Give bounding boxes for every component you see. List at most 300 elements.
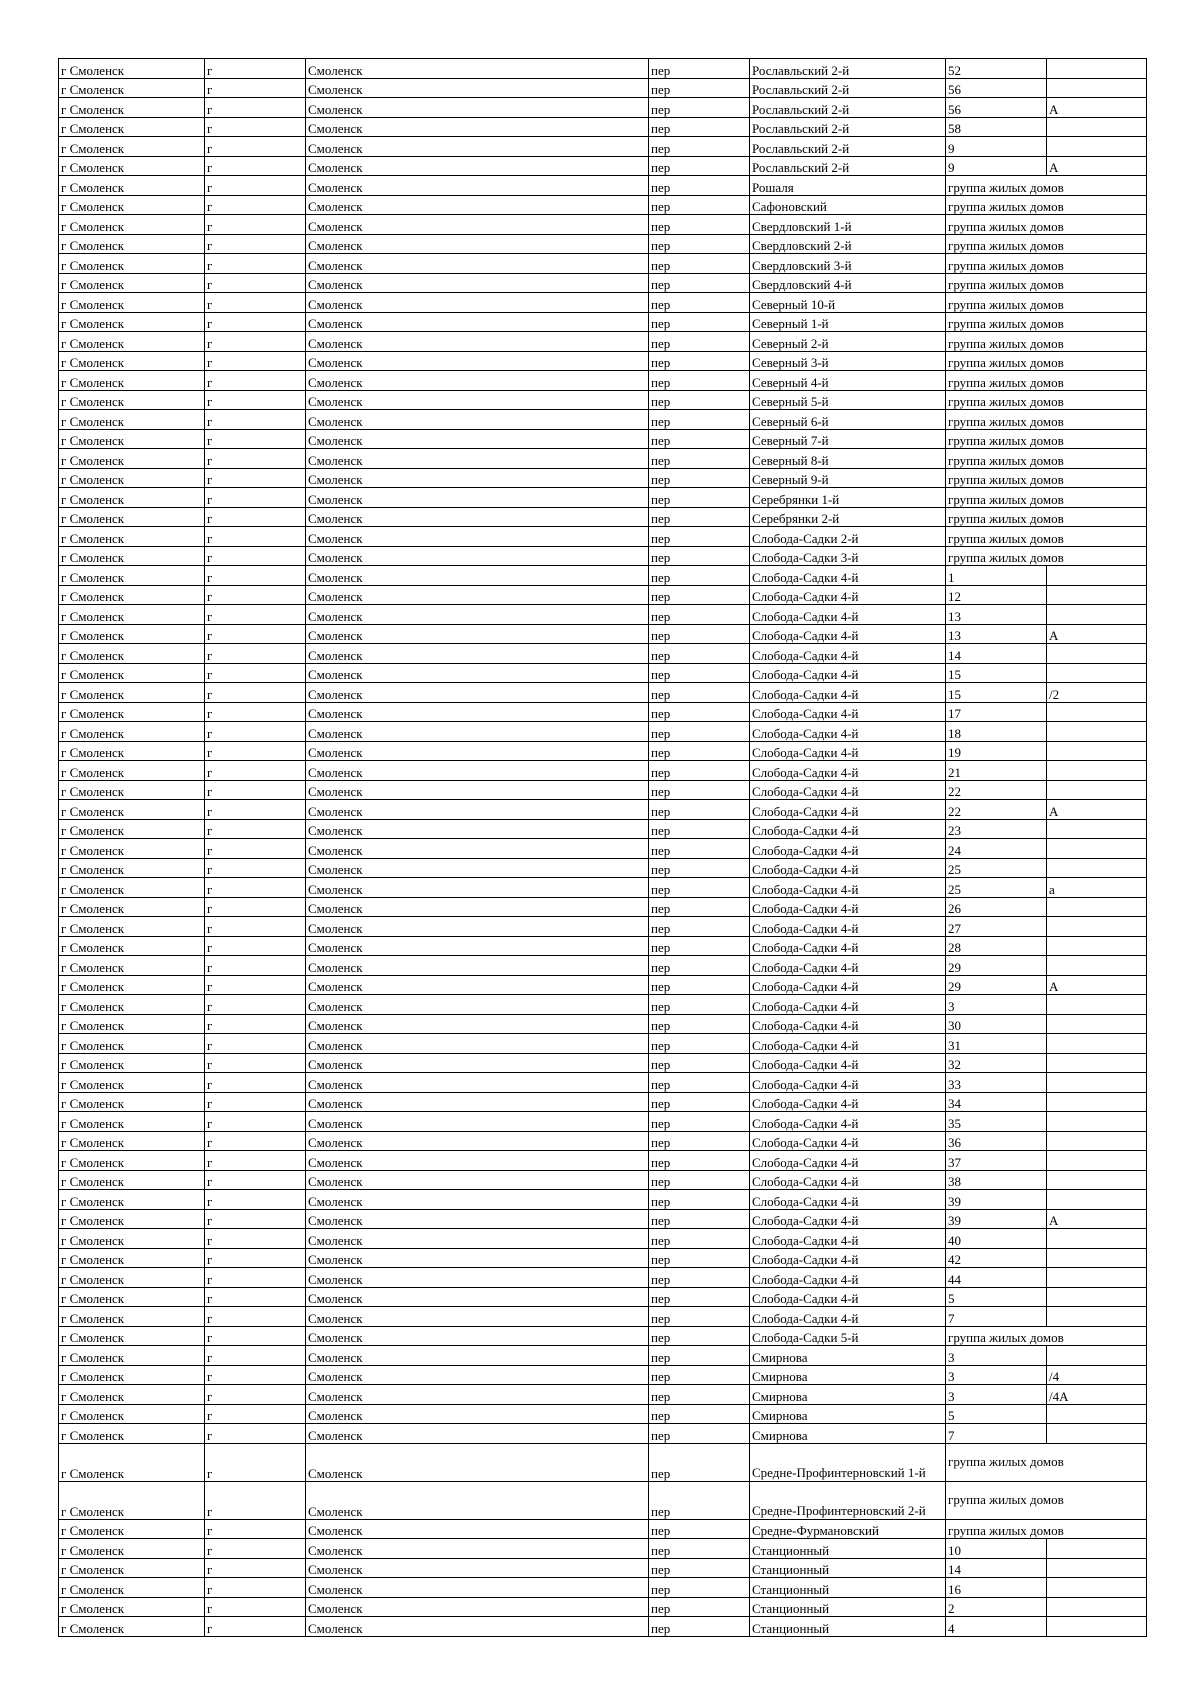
house-number-cell: группа жилых домов: [946, 332, 1147, 352]
settlement-type-cell: г: [205, 1481, 306, 1519]
table-row: [59, 546, 1147, 566]
region-cell: г Смоленск: [59, 1034, 205, 1054]
table-row: [59, 800, 1147, 820]
settlement-type-cell: г: [205, 215, 306, 235]
table-row: [59, 429, 1147, 449]
settlement-type-cell: г: [205, 1404, 306, 1424]
street-type-cell: пер: [649, 741, 750, 761]
settlement-type-cell: г: [205, 1287, 306, 1307]
region-cell: г Смоленск: [59, 819, 205, 839]
settlement-type-cell: г: [205, 1385, 306, 1405]
street-type-cell: пер: [649, 663, 750, 683]
street-name-cell: Слобода-Садки 4-й: [750, 858, 946, 878]
region-cell: г Смоленск: [59, 761, 205, 781]
region-cell: г Смоленск: [59, 605, 205, 625]
street-type-cell: пер: [649, 273, 750, 293]
street-type-cell: пер: [649, 975, 750, 995]
building-suffix-cell: [1047, 1092, 1147, 1112]
table-row: [59, 410, 1147, 430]
settlement-type-cell: г: [205, 956, 306, 976]
house-number-cell: группа жилых домов: [946, 527, 1147, 547]
street-type-cell: пер: [649, 1385, 750, 1405]
region-cell: г Смоленск: [59, 176, 205, 196]
street-name-cell: Слобода-Садки 4-й: [750, 1131, 946, 1151]
settlement-type-cell: г: [205, 1014, 306, 1034]
table-row: [59, 1307, 1147, 1327]
street-type-cell: пер: [649, 1190, 750, 1210]
street-name-cell: Смирнова: [750, 1346, 946, 1366]
street-name-cell: Станционный: [750, 1597, 946, 1617]
street-type-cell: пер: [649, 98, 750, 118]
settlement-type-cell: г: [205, 137, 306, 157]
street-type-cell: пер: [649, 1053, 750, 1073]
street-type-cell: пер: [649, 819, 750, 839]
table-row: [59, 449, 1147, 469]
street-type-cell: пер: [649, 156, 750, 176]
city-cell: Смоленск: [306, 1385, 649, 1405]
settlement-type-cell: г: [205, 1424, 306, 1444]
city-cell: Смоленск: [306, 1209, 649, 1229]
street-type-cell: пер: [649, 1151, 750, 1171]
region-cell: г Смоленск: [59, 312, 205, 332]
settlement-type-cell: г: [205, 663, 306, 683]
settlement-type-cell: г: [205, 429, 306, 449]
street-name-cell: Станционный: [750, 1558, 946, 1578]
street-type-cell: пер: [649, 293, 750, 313]
building-suffix-cell: [1047, 702, 1147, 722]
table-row: [59, 741, 1147, 761]
building-suffix-cell: [1047, 117, 1147, 137]
street-type-cell: пер: [649, 1014, 750, 1034]
settlement-type-cell: г: [205, 800, 306, 820]
table-row: [59, 624, 1147, 644]
city-cell: Смоленск: [306, 1365, 649, 1385]
city-cell: Смоленск: [306, 293, 649, 313]
city-cell: Смоленск: [306, 137, 649, 157]
city-cell: Смоленск: [306, 819, 649, 839]
house-number-cell: 29: [946, 975, 1047, 995]
region-cell: г Смоленск: [59, 156, 205, 176]
region-cell: г Смоленск: [59, 468, 205, 488]
street-name-cell: Слобода-Садки 4-й: [750, 1053, 946, 1073]
settlement-type-cell: г: [205, 975, 306, 995]
house-number-cell: группа жилых домов: [946, 1443, 1147, 1481]
region-cell: г Смоленск: [59, 1424, 205, 1444]
settlement-type-cell: г: [205, 858, 306, 878]
street-name-cell: Слобода-Садки 4-й: [750, 1073, 946, 1093]
street-type-cell: пер: [649, 585, 750, 605]
building-suffix-cell: [1047, 741, 1147, 761]
city-cell: Смоленск: [306, 917, 649, 937]
house-number-cell: группа жилых домов: [946, 507, 1147, 527]
city-cell: Смоленск: [306, 1131, 649, 1151]
table-row: [59, 644, 1147, 664]
table-row: [59, 975, 1147, 995]
region-cell: г Смоленск: [59, 351, 205, 371]
street-name-cell: Северный 1-й: [750, 312, 946, 332]
building-suffix-cell: [1047, 663, 1147, 683]
region-cell: г Смоленск: [59, 1268, 205, 1288]
table-row: [59, 195, 1147, 215]
region-cell: г Смоленск: [59, 254, 205, 274]
house-number-cell: группа жилых домов: [946, 488, 1147, 508]
table-row: [59, 468, 1147, 488]
city-cell: Смоленск: [306, 78, 649, 98]
street-name-cell: Северный 9-й: [750, 468, 946, 488]
house-number-cell: 22: [946, 780, 1047, 800]
house-number-cell: 25: [946, 858, 1047, 878]
house-number-cell: группа жилых домов: [946, 234, 1147, 254]
table-row: [59, 1617, 1147, 1637]
building-suffix-cell: [1047, 1558, 1147, 1578]
table-row: [59, 1112, 1147, 1132]
street-name-cell: Слобода-Садки 3-й: [750, 546, 946, 566]
city-cell: Смоленск: [306, 683, 649, 703]
table-row: [59, 917, 1147, 937]
table-row: [59, 390, 1147, 410]
table-row: [59, 1209, 1147, 1229]
region-cell: г Смоленск: [59, 566, 205, 586]
settlement-type-cell: г: [205, 1053, 306, 1073]
house-number-cell: 3: [946, 1365, 1047, 1385]
table-row: [59, 1053, 1147, 1073]
region-cell: г Смоленск: [59, 1481, 205, 1519]
region-cell: г Смоленск: [59, 878, 205, 898]
settlement-type-cell: г: [205, 936, 306, 956]
table-row: [59, 1404, 1147, 1424]
table-row: [59, 585, 1147, 605]
city-cell: Смоленск: [306, 585, 649, 605]
street-name-cell: Слобода-Садки 4-й: [750, 1268, 946, 1288]
building-suffix-cell: [1047, 1539, 1147, 1559]
street-name-cell: Слобода-Садки 5-й: [750, 1326, 946, 1346]
street-type-cell: пер: [649, 1287, 750, 1307]
house-number-cell: группа жилых домов: [946, 273, 1147, 293]
street-name-cell: Слобода-Садки 4-й: [750, 800, 946, 820]
table-row: [59, 98, 1147, 118]
building-suffix-cell: [1047, 1151, 1147, 1171]
region-cell: г Смоленск: [59, 1385, 205, 1405]
city-cell: Смоленск: [306, 195, 649, 215]
table-row: [59, 1151, 1147, 1171]
region-cell: г Смоленск: [59, 1597, 205, 1617]
building-suffix-cell: [1047, 819, 1147, 839]
table-row: [59, 1287, 1147, 1307]
city-cell: Смоленск: [306, 858, 649, 878]
street-type-cell: пер: [649, 800, 750, 820]
street-name-cell: Слобода-Садки 4-й: [750, 780, 946, 800]
street-name-cell: Слобода-Садки 4-й: [750, 644, 946, 664]
building-suffix-cell: [1047, 722, 1147, 742]
house-number-cell: 7: [946, 1424, 1047, 1444]
table-row: [59, 1268, 1147, 1288]
region-cell: г Смоленск: [59, 1209, 205, 1229]
settlement-type-cell: г: [205, 1190, 306, 1210]
table-row: [59, 1443, 1147, 1481]
street-type-cell: пер: [649, 1578, 750, 1598]
street-name-cell: Северный 2-й: [750, 332, 946, 352]
table-row: [59, 878, 1147, 898]
city-cell: Смоленск: [306, 410, 649, 430]
region-cell: г Смоленск: [59, 449, 205, 469]
house-number-cell: группа жилых домов: [946, 1481, 1147, 1519]
house-number-cell: 9: [946, 156, 1047, 176]
house-number-cell: 5: [946, 1404, 1047, 1424]
city-cell: Смоленск: [306, 254, 649, 274]
street-name-cell: Слобода-Садки 4-й: [750, 956, 946, 976]
settlement-type-cell: г: [205, 390, 306, 410]
settlement-type-cell: г: [205, 410, 306, 430]
table-row: [59, 293, 1147, 313]
house-number-cell: 56: [946, 98, 1047, 118]
house-number-cell: 56: [946, 78, 1047, 98]
settlement-type-cell: г: [205, 488, 306, 508]
street-name-cell: Слобода-Садки 4-й: [750, 1034, 946, 1054]
city-cell: Смоленск: [306, 741, 649, 761]
house-number-cell: 7: [946, 1307, 1047, 1327]
city-cell: Смоленск: [306, 371, 649, 391]
city-cell: Смоленск: [306, 156, 649, 176]
city-cell: Смоленск: [306, 1481, 649, 1519]
settlement-type-cell: г: [205, 917, 306, 937]
region-cell: г Смоленск: [59, 293, 205, 313]
region-cell: г Смоленск: [59, 390, 205, 410]
street-name-cell: Смирнова: [750, 1404, 946, 1424]
table-row: [59, 234, 1147, 254]
street-type-cell: пер: [649, 858, 750, 878]
city-cell: Смоленск: [306, 59, 649, 79]
street-name-cell: Станционный: [750, 1617, 946, 1637]
table-row: [59, 215, 1147, 235]
street-name-cell: Слобода-Садки 4-й: [750, 683, 946, 703]
street-name-cell: Слобода-Садки 4-й: [750, 917, 946, 937]
street-type-cell: пер: [649, 371, 750, 391]
house-number-cell: 10: [946, 1539, 1047, 1559]
building-suffix-cell: А: [1047, 98, 1147, 118]
building-suffix-cell: [1047, 644, 1147, 664]
street-type-cell: пер: [649, 59, 750, 79]
house-number-cell: группа жилых домов: [946, 215, 1147, 235]
house-number-cell: 18: [946, 722, 1047, 742]
house-number-cell: 1: [946, 566, 1047, 586]
city-cell: Смоленск: [306, 1229, 649, 1249]
house-number-cell: группа жилых домов: [946, 468, 1147, 488]
street-type-cell: пер: [649, 449, 750, 469]
street-name-cell: Свердловский 4-й: [750, 273, 946, 293]
building-suffix-cell: [1047, 1053, 1147, 1073]
street-name-cell: Смирнова: [750, 1385, 946, 1405]
building-suffix-cell: [1047, 956, 1147, 976]
table-row: [59, 722, 1147, 742]
street-type-cell: пер: [649, 390, 750, 410]
street-type-cell: пер: [649, 1404, 750, 1424]
street-type-cell: пер: [649, 1034, 750, 1054]
street-name-cell: Слобода-Садки 4-й: [750, 936, 946, 956]
settlement-type-cell: г: [205, 1229, 306, 1249]
house-number-cell: группа жилых домов: [946, 449, 1147, 469]
building-suffix-cell: [1047, 897, 1147, 917]
region-cell: г Смоленск: [59, 1578, 205, 1598]
region-cell: г Смоленск: [59, 1539, 205, 1559]
settlement-type-cell: г: [205, 449, 306, 469]
city-cell: Смоленск: [306, 1346, 649, 1366]
table-row: [59, 683, 1147, 703]
street-type-cell: пер: [649, 839, 750, 859]
city-cell: Смоленск: [306, 1248, 649, 1268]
city-cell: Смоленск: [306, 722, 649, 742]
street-type-cell: пер: [649, 683, 750, 703]
building-suffix-cell: [1047, 78, 1147, 98]
house-number-cell: 5: [946, 1287, 1047, 1307]
table-row: [59, 371, 1147, 391]
house-number-cell: 3: [946, 1385, 1047, 1405]
region-cell: г Смоленск: [59, 956, 205, 976]
building-suffix-cell: [1047, 1073, 1147, 1093]
settlement-type-cell: г: [205, 1112, 306, 1132]
region-cell: г Смоленск: [59, 722, 205, 742]
street-name-cell: Средне-Профинтерновский 1-й: [750, 1443, 946, 1481]
region-cell: г Смоленск: [59, 1519, 205, 1539]
street-name-cell: Слобода-Садки 4-й: [750, 878, 946, 898]
table-row: [59, 1014, 1147, 1034]
house-number-cell: группа жилых домов: [946, 351, 1147, 371]
house-number-cell: 13: [946, 605, 1047, 625]
settlement-type-cell: г: [205, 1307, 306, 1327]
house-number-cell: 21: [946, 761, 1047, 781]
settlement-type-cell: г: [205, 722, 306, 742]
settlement-type-cell: г: [205, 683, 306, 703]
street-name-cell: Слобода-Садки 4-й: [750, 819, 946, 839]
settlement-type-cell: г: [205, 995, 306, 1015]
house-number-cell: 22: [946, 800, 1047, 820]
settlement-type-cell: г: [205, 1151, 306, 1171]
settlement-type-cell: г: [205, 1539, 306, 1559]
city-cell: Смоленск: [306, 234, 649, 254]
table-row: [59, 819, 1147, 839]
settlement-type-cell: г: [205, 1131, 306, 1151]
region-cell: г Смоленск: [59, 59, 205, 79]
region-cell: г Смоленск: [59, 1248, 205, 1268]
city-cell: Смоленск: [306, 351, 649, 371]
settlement-type-cell: г: [205, 351, 306, 371]
building-suffix-cell: /4А: [1047, 1385, 1147, 1405]
street-name-cell: Смирнова: [750, 1365, 946, 1385]
settlement-type-cell: г: [205, 176, 306, 196]
street-name-cell: Северный 5-й: [750, 390, 946, 410]
building-suffix-cell: [1047, 995, 1147, 1015]
street-name-cell: Свердловский 2-й: [750, 234, 946, 254]
house-number-cell: 2: [946, 1597, 1047, 1617]
table-row: [59, 1326, 1147, 1346]
building-suffix-cell: [1047, 1268, 1147, 1288]
street-type-cell: пер: [649, 897, 750, 917]
street-name-cell: Средне-Фурмановский: [750, 1519, 946, 1539]
settlement-type-cell: г: [205, 312, 306, 332]
region-cell: г Смоленск: [59, 858, 205, 878]
city-cell: Смоленск: [306, 1424, 649, 1444]
region-cell: г Смоленск: [59, 917, 205, 937]
region-cell: г Смоленск: [59, 429, 205, 449]
building-suffix-cell: [1047, 1170, 1147, 1190]
settlement-type-cell: г: [205, 780, 306, 800]
house-number-cell: 29: [946, 956, 1047, 976]
street-name-cell: Слобода-Садки 4-й: [750, 605, 946, 625]
house-number-cell: 52: [946, 59, 1047, 79]
street-name-cell: Слобода-Садки 4-й: [750, 1229, 946, 1249]
region-cell: г Смоленск: [59, 839, 205, 859]
city-cell: Смоленск: [306, 488, 649, 508]
house-number-cell: 25: [946, 878, 1047, 898]
table-row: [59, 1558, 1147, 1578]
city-cell: Смоленск: [306, 215, 649, 235]
street-name-cell: Слобода-Садки 4-й: [750, 566, 946, 586]
street-name-cell: Северный 4-й: [750, 371, 946, 391]
street-name-cell: Серебрянки 2-й: [750, 507, 946, 527]
city-cell: Смоленск: [306, 878, 649, 898]
settlement-type-cell: г: [205, 254, 306, 274]
street-name-cell: Слобода-Садки 4-й: [750, 1170, 946, 1190]
building-suffix-cell: [1047, 761, 1147, 781]
region-cell: г Смоленск: [59, 1617, 205, 1637]
region-cell: г Смоленск: [59, 137, 205, 157]
city-cell: Смоленск: [306, 1519, 649, 1539]
settlement-type-cell: г: [205, 371, 306, 391]
building-suffix-cell: [1047, 605, 1147, 625]
city-cell: Смоленск: [306, 605, 649, 625]
street-name-cell: Свердловский 3-й: [750, 254, 946, 274]
street-type-cell: пер: [649, 1519, 750, 1539]
house-number-cell: группа жилых домов: [946, 293, 1147, 313]
street-type-cell: пер: [649, 78, 750, 98]
region-cell: г Смоленск: [59, 527, 205, 547]
city-cell: Смоленск: [306, 1092, 649, 1112]
street-name-cell: Средне-Профинтерновский 2-й: [750, 1481, 946, 1519]
house-number-cell: 27: [946, 917, 1047, 937]
region-cell: г Смоленск: [59, 1170, 205, 1190]
city-cell: Смоленск: [306, 839, 649, 859]
building-suffix-cell: [1047, 1578, 1147, 1598]
house-number-cell: группа жилых домов: [946, 1519, 1147, 1539]
building-suffix-cell: [1047, 1229, 1147, 1249]
table-row: [59, 117, 1147, 137]
house-number-cell: 42: [946, 1248, 1047, 1268]
street-type-cell: пер: [649, 1112, 750, 1132]
settlement-type-cell: г: [205, 332, 306, 352]
settlement-type-cell: г: [205, 1326, 306, 1346]
house-number-cell: 37: [946, 1151, 1047, 1171]
settlement-type-cell: г: [205, 1365, 306, 1385]
street-type-cell: пер: [649, 1481, 750, 1519]
street-type-cell: пер: [649, 1131, 750, 1151]
table-row: [59, 1131, 1147, 1151]
street-name-cell: Серебрянки 1-й: [750, 488, 946, 508]
street-name-cell: Станционный: [750, 1539, 946, 1559]
table-row: [59, 527, 1147, 547]
city-cell: Смоленск: [306, 956, 649, 976]
city-cell: Смоленск: [306, 936, 649, 956]
street-name-cell: Северный 6-й: [750, 410, 946, 430]
street-type-cell: пер: [649, 351, 750, 371]
settlement-type-cell: г: [205, 741, 306, 761]
street-type-cell: пер: [649, 546, 750, 566]
settlement-type-cell: г: [205, 585, 306, 605]
building-suffix-cell: А: [1047, 624, 1147, 644]
city-cell: Смоленск: [306, 527, 649, 547]
building-suffix-cell: [1047, 1014, 1147, 1034]
city-cell: Смоленск: [306, 1558, 649, 1578]
street-type-cell: пер: [649, 117, 750, 137]
table-row: [59, 1346, 1147, 1366]
